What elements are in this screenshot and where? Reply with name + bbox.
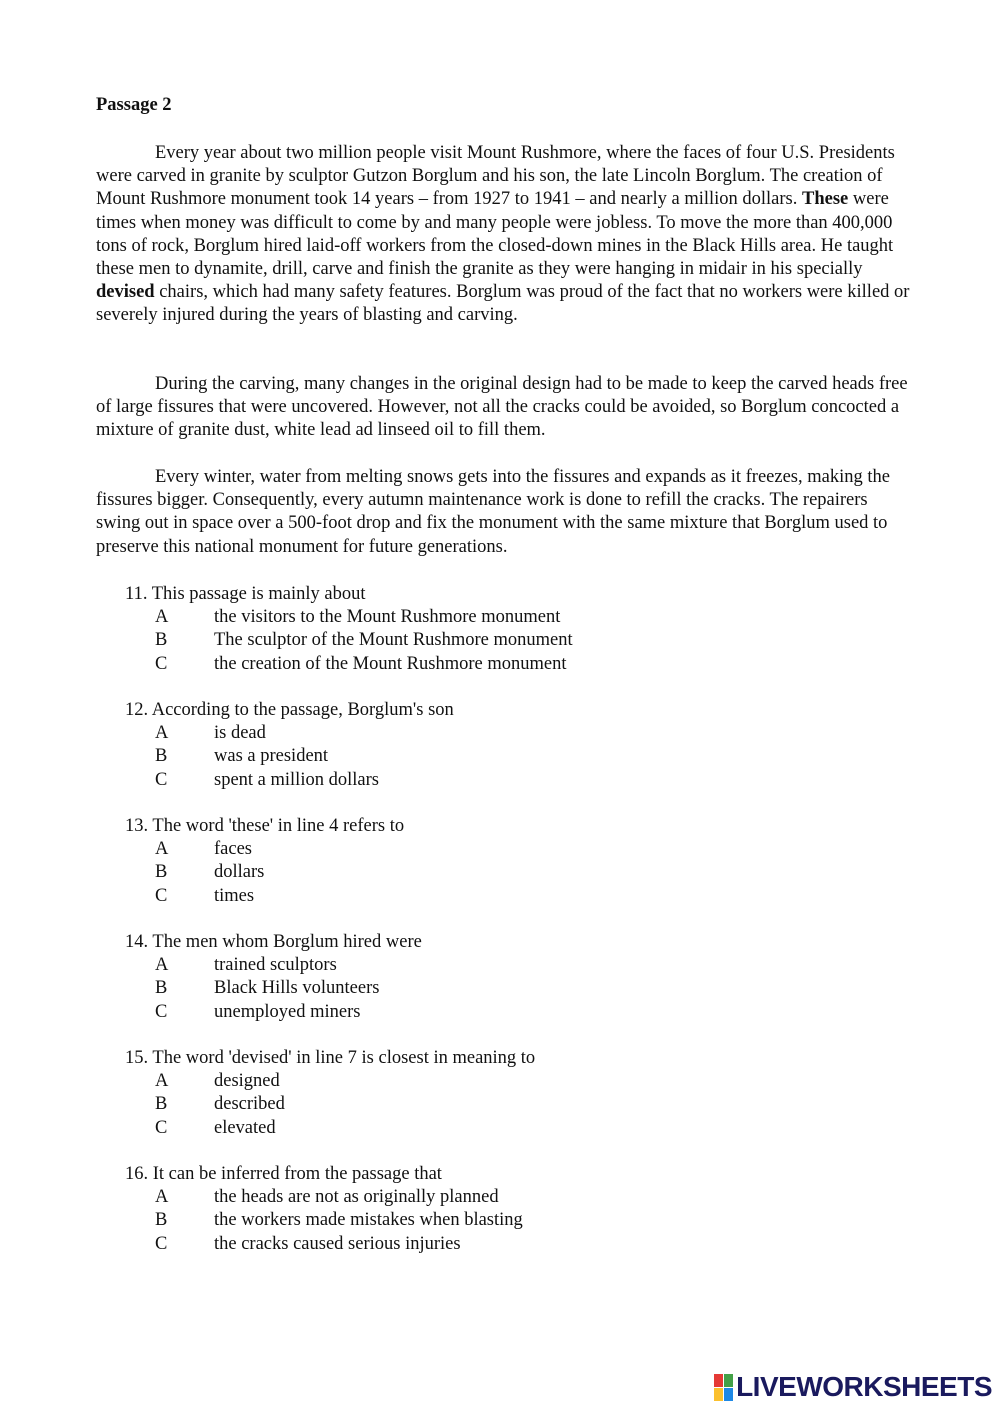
question-text: The men whom Borglum hired were bbox=[152, 932, 422, 952]
page-title: Passage 2 bbox=[96, 95, 172, 115]
option-letter: B bbox=[155, 746, 168, 767]
option-letter: C bbox=[155, 1117, 168, 1138]
logo-grid-icon bbox=[714, 1374, 733, 1401]
question-stem bbox=[125, 699, 825, 722]
answer-option[interactable] bbox=[125, 1186, 825, 1209]
option-text: the cracks caused serious injuries bbox=[214, 1233, 461, 1254]
question-14 bbox=[125, 931, 825, 1024]
option-letter: A bbox=[155, 1071, 169, 1092]
option-letter: A bbox=[155, 839, 169, 860]
question-number: 14. bbox=[125, 932, 149, 952]
option-text: Black Hills volunteers bbox=[214, 978, 380, 999]
option-letter: C bbox=[155, 769, 168, 790]
answer-option[interactable] bbox=[125, 769, 825, 792]
question-stem bbox=[125, 931, 825, 954]
question-stem bbox=[125, 1047, 825, 1070]
answer-option[interactable] bbox=[125, 653, 825, 676]
passage-paragraph-2: During the carving, many changes in the original design had to be made to keep the carved heads free of large fissures that were uncovered. However, not all the cracks could be avoided, so Borglum concocted a mixture of granite dust, white lead ad linseed oil to fill them. bbox=[96, 374, 908, 441]
option-letter: B bbox=[155, 630, 168, 651]
question-text: The word 'these' in line 4 refers to bbox=[152, 816, 405, 836]
option-text: trained sculptors bbox=[214, 955, 337, 976]
question-16 bbox=[125, 1163, 825, 1256]
answer-option[interactable] bbox=[125, 838, 825, 861]
answer-option[interactable] bbox=[125, 1070, 825, 1093]
option-text: dollars bbox=[214, 862, 265, 883]
option-text: faces bbox=[214, 839, 252, 860]
question-text: It can be inferred from the passage that bbox=[152, 1164, 442, 1184]
option-letter: C bbox=[155, 1001, 168, 1022]
option-text: unemployed miners bbox=[214, 1001, 361, 1022]
option-letter: C bbox=[155, 885, 168, 906]
question-number: 13. bbox=[125, 816, 149, 836]
answer-option[interactable] bbox=[125, 629, 825, 652]
question-number: 11. bbox=[125, 584, 148, 604]
option-text: the heads are not as originally planned bbox=[214, 1187, 499, 1208]
option-letter: A bbox=[155, 607, 169, 628]
option-letter: A bbox=[155, 1187, 169, 1208]
option-text: the visitors to the Mount Rushmore monument bbox=[214, 607, 561, 628]
bold-word-these: These bbox=[802, 189, 849, 210]
answer-option[interactable] bbox=[125, 861, 825, 884]
answer-option[interactable] bbox=[125, 1001, 825, 1024]
option-letter: A bbox=[155, 723, 169, 744]
answer-option[interactable] bbox=[125, 1093, 825, 1116]
option-letter: C bbox=[155, 653, 168, 674]
option-text: the workers made mistakes when blasting bbox=[214, 1210, 523, 1231]
answer-option[interactable] bbox=[125, 1233, 825, 1256]
option-letter: B bbox=[155, 862, 168, 883]
question-stem bbox=[125, 1163, 825, 1186]
option-letter: C bbox=[155, 1233, 168, 1254]
answer-option[interactable] bbox=[125, 722, 825, 745]
option-letter: B bbox=[155, 1094, 168, 1115]
question-stem bbox=[125, 583, 825, 606]
option-text: designed bbox=[214, 1071, 280, 1092]
question-15 bbox=[125, 1047, 825, 1140]
answer-option[interactable] bbox=[125, 1117, 825, 1140]
option-text: the creation of the Mount Rushmore monument bbox=[214, 653, 567, 674]
option-letter: B bbox=[155, 978, 168, 999]
option-text: times bbox=[214, 885, 255, 906]
answer-option[interactable] bbox=[125, 885, 825, 908]
option-text: described bbox=[214, 1094, 285, 1115]
logo-text: LIVEWORKSHEETS bbox=[736, 1371, 992, 1402]
answer-option[interactable] bbox=[125, 745, 825, 768]
option-letter: A bbox=[155, 955, 169, 976]
option-text: elevated bbox=[214, 1117, 276, 1138]
option-text: was a president bbox=[214, 746, 329, 767]
question-12 bbox=[125, 699, 825, 792]
answer-option[interactable] bbox=[125, 954, 825, 977]
option-letter: B bbox=[155, 1210, 168, 1231]
option-text: is dead bbox=[214, 723, 266, 744]
question-11 bbox=[125, 583, 825, 676]
question-stem bbox=[125, 815, 825, 838]
question-number: 16. bbox=[125, 1164, 149, 1184]
passage-paragraph-1: Every year about two million people visit Mount Rushmore, where the faces of four U.S. Presidents were carved in granite by sculptor Gutzon Borglum and his son, the late Lincoln Borglum. The creation of Mount Rushmore monument took 14 years – from 1927 to 1941 – and nearly a million dollars. These were times when money was difficult to come by and many people were jobless. To move the more than 400,000 tons of rock, Borglum hired laid-off workers from the closed-down mines in the Black Hills area. He taught these men to dynamite, drill, carve and finish the granite as they were hanging in midair in his specially devised chairs, which had many safety features. Borglum was proud of the fact that no workers were killed or severely injured during the years of blasting and carving. bbox=[96, 143, 910, 326]
question-13 bbox=[125, 815, 825, 908]
answer-option[interactable] bbox=[125, 977, 825, 1000]
question-text: The word 'devised' in line 7 is closest in meaning to bbox=[152, 1048, 536, 1068]
passage-paragraph-3: Every winter, water from melting snows gets into the fissures and expands as it freezes, making the fissures bigger. Consequently, every autumn maintenance work is done to refill the cracks. The repairers swing out in space over a 500-foot drop and fix the monument with the same mixture that Borglum used to preserve this national monument for future generations. bbox=[96, 467, 890, 557]
bold-word-devised: devised bbox=[96, 282, 155, 303]
liveworksheets-logo bbox=[714, 1369, 992, 1405]
answer-option[interactable] bbox=[125, 606, 825, 629]
question-number: 15. bbox=[125, 1048, 149, 1068]
option-text: The sculptor of the Mount Rushmore monument bbox=[214, 630, 573, 651]
answer-option[interactable] bbox=[125, 1209, 825, 1232]
question-list bbox=[125, 583, 825, 1279]
question-number: 12. bbox=[125, 700, 149, 720]
question-text: According to the passage, Borglum's son bbox=[151, 700, 454, 720]
option-text: spent a million dollars bbox=[214, 769, 379, 790]
question-text: This passage is mainly about bbox=[151, 584, 366, 604]
